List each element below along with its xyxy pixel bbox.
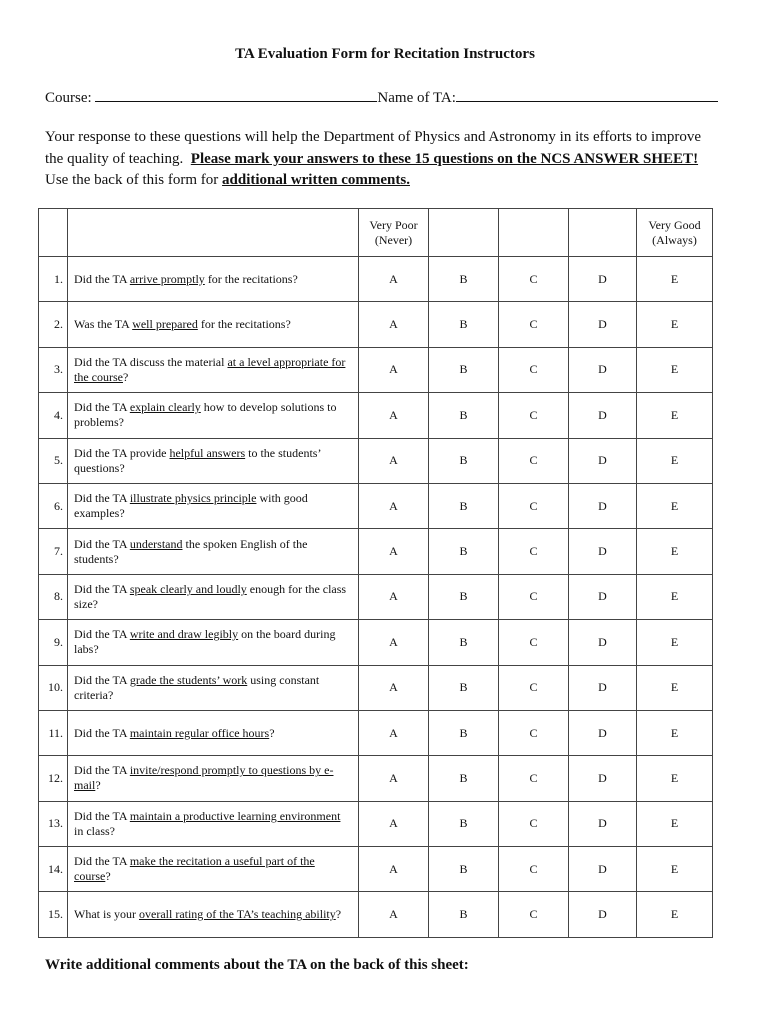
question-number: 7. <box>39 529 68 574</box>
question-row <box>39 393 713 438</box>
answer-option-b: B <box>429 847 499 892</box>
scale-high-label: Very Good (Always) <box>637 209 713 257</box>
course-field[interactable] <box>95 89 377 102</box>
question-text-post: to the students’ questions? <box>74 445 321 475</box>
question-text <box>68 665 359 710</box>
answer-option-a: A <box>359 574 429 619</box>
answer-option-d: D <box>569 710 637 755</box>
question-text <box>68 393 359 438</box>
question-number: 5. <box>39 438 68 483</box>
question-text <box>68 801 359 846</box>
question-text-pre: Did the TA <box>74 491 130 506</box>
footer-note: Write additional comments about the TA on the back of this sheet: <box>45 957 469 973</box>
question-number: 3. <box>39 347 68 392</box>
question-text-post: ? <box>95 778 101 793</box>
answer-option-b: B <box>429 438 499 483</box>
question-number: 2. <box>39 302 68 347</box>
question-row <box>39 620 713 665</box>
question-text-ul: grade the students’ work <box>129 672 248 687</box>
question-number: 1. <box>39 257 68 302</box>
answer-option-e: E <box>637 393 713 438</box>
question-row <box>39 347 713 392</box>
answer-option-b: B <box>429 529 499 574</box>
question-text-post: enough for the class size? <box>74 581 347 611</box>
question-text-pre: Did the TA <box>74 763 130 778</box>
question-text <box>68 302 359 347</box>
answer-option-c: C <box>499 756 569 801</box>
answer-option-b: B <box>429 393 499 438</box>
form-title: TA Evaluation Form for Recitation Instructors <box>235 46 535 62</box>
answer-option-a: A <box>359 710 429 755</box>
answer-option-e: E <box>637 756 713 801</box>
question-row <box>39 438 713 483</box>
question-text <box>68 756 359 801</box>
answer-option-c: C <box>499 347 569 392</box>
question-text <box>68 620 359 665</box>
scale-low-label: Very Poor (Never) <box>359 209 429 257</box>
question-number: 4. <box>39 393 68 438</box>
header-question-cell <box>68 209 359 257</box>
answer-option-e: E <box>637 529 713 574</box>
question-text-pre: Was the TA <box>74 317 133 332</box>
question-text-ul: well prepared <box>132 317 198 332</box>
answer-option-c: C <box>499 620 569 665</box>
answer-option-a: A <box>359 529 429 574</box>
answer-option-d: D <box>569 347 637 392</box>
answer-option-e: E <box>637 801 713 846</box>
answer-option-c: C <box>499 302 569 347</box>
answer-option-d: D <box>569 574 637 619</box>
answer-option-a: A <box>359 393 429 438</box>
question-number: 9. <box>39 620 68 665</box>
answer-option-e: E <box>637 665 713 710</box>
header-blank-b <box>429 209 499 257</box>
question-row <box>39 483 713 528</box>
question-row <box>39 756 713 801</box>
question-text-post: with good examples? <box>74 491 308 521</box>
question-number: 8. <box>39 574 68 619</box>
question-row <box>39 801 713 846</box>
comments-instruction: additional written comments. <box>222 172 410 188</box>
question-text-post: for the recitations? <box>204 271 298 286</box>
answer-option-b: B <box>429 892 499 937</box>
answer-option-a: A <box>359 483 429 528</box>
answer-option-a: A <box>359 438 429 483</box>
answer-option-d: D <box>569 529 637 574</box>
question-text-post: the spoken English of the students? <box>74 536 308 566</box>
question-text-pre: Did the TA provide <box>74 445 170 460</box>
question-text-ul: understand <box>129 536 183 551</box>
question-text-ul: speak clearly and loudly <box>129 581 247 596</box>
answer-option-a: A <box>359 892 429 937</box>
answer-option-d: D <box>569 892 637 937</box>
answer-option-e: E <box>637 847 713 892</box>
answer-option-e: E <box>637 574 713 619</box>
answer-option-d: D <box>569 393 637 438</box>
answer-option-b: B <box>429 665 499 710</box>
answer-option-c: C <box>499 574 569 619</box>
question-text-ul: overall rating of the TA’s teaching ability <box>139 907 336 922</box>
question-text-pre: Did the TA <box>74 672 130 687</box>
question-text-ul: at a level appropriate for the course <box>74 354 346 384</box>
question-number: 13. <box>39 801 68 846</box>
question-text <box>68 347 359 392</box>
question-text <box>68 257 359 302</box>
answer-option-e: E <box>637 257 713 302</box>
question-row <box>39 302 713 347</box>
answer-option-c: C <box>499 483 569 528</box>
ta-name-label: Name of TA: <box>377 90 456 106</box>
header-blank-c <box>499 209 569 257</box>
question-text-pre: Did the TA <box>74 581 130 596</box>
answer-option-b: B <box>429 801 499 846</box>
question-text-pre: Did the TA <box>74 854 130 869</box>
ta-name-field[interactable] <box>456 89 718 102</box>
answer-option-e: E <box>637 438 713 483</box>
answer-option-e: E <box>637 710 713 755</box>
answer-option-e: E <box>637 483 713 528</box>
answer-option-d: D <box>569 483 637 528</box>
question-number: 6. <box>39 483 68 528</box>
answer-option-c: C <box>499 892 569 937</box>
answer-option-b: B <box>429 620 499 665</box>
question-text-ul: write and draw legibly <box>129 627 239 642</box>
question-text-ul: maintain a productive learning environment <box>129 808 341 823</box>
answer-option-d: D <box>569 847 637 892</box>
answer-option-d: D <box>569 801 637 846</box>
evaluation-table <box>38 208 713 938</box>
answer-option-d: D <box>569 620 637 665</box>
question-row <box>39 257 713 302</box>
answer-option-c: C <box>499 801 569 846</box>
answer-option-c: C <box>499 665 569 710</box>
question-number: 12. <box>39 756 68 801</box>
question-text-post: ? <box>122 369 129 384</box>
answer-option-c: C <box>499 710 569 755</box>
question-text-ul: illustrate physics principle <box>129 491 257 506</box>
question-row <box>39 710 713 755</box>
question-text-ul: invite/respond promptly to questions by e-mail <box>74 763 334 793</box>
course-label: Course: <box>45 90 92 106</box>
question-text-post: ? <box>269 725 275 740</box>
header-num-cell <box>39 209 68 257</box>
answer-option-a: A <box>359 665 429 710</box>
answer-option-b: B <box>429 483 499 528</box>
question-text-pre: Did the TA <box>74 400 130 415</box>
question-number: 15. <box>39 892 68 937</box>
question-row <box>39 665 713 710</box>
question-text-pre: Did the TA <box>74 271 130 286</box>
answer-option-b: B <box>429 302 499 347</box>
instructions <box>45 127 725 192</box>
question-text <box>68 574 359 619</box>
intro-line-3: Use the back of this form for <box>45 172 219 188</box>
question-row <box>39 529 713 574</box>
question-row <box>39 847 713 892</box>
answer-option-c: C <box>499 847 569 892</box>
answer-option-d: D <box>569 438 637 483</box>
answer-option-c: C <box>499 438 569 483</box>
answer-option-c: C <box>499 529 569 574</box>
question-number: 10. <box>39 665 68 710</box>
answer-option-b: B <box>429 257 499 302</box>
question-text-post: for the recitations? <box>197 317 291 332</box>
answer-option-d: D <box>569 665 637 710</box>
intro-line-1: Your response to these questions will help the Department of Physics and Astronomy in its efforts to improve <box>45 129 702 145</box>
answer-option-e: E <box>637 302 713 347</box>
answer-option-c: C <box>499 257 569 302</box>
question-number: 11. <box>39 710 68 755</box>
answer-option-a: A <box>359 257 429 302</box>
answer-option-d: D <box>569 302 637 347</box>
answer-option-c: C <box>499 393 569 438</box>
header-blank-d <box>569 209 637 257</box>
question-text-pre: Did the TA <box>74 627 130 642</box>
question-text-ul: explain clearly <box>129 400 201 415</box>
answer-option-a: A <box>359 347 429 392</box>
course-ta-line <box>45 89 718 107</box>
header-row <box>39 209 713 257</box>
answer-option-a: A <box>359 620 429 665</box>
question-text-pre: Did the TA <box>74 536 130 551</box>
question-number: 14. <box>39 847 68 892</box>
answer-option-a: A <box>359 756 429 801</box>
question-row <box>39 892 713 937</box>
answer-option-e: E <box>637 620 713 665</box>
answer-option-d: D <box>569 257 637 302</box>
answer-option-b: B <box>429 710 499 755</box>
question-text-ul: helpful answers <box>169 445 246 460</box>
question-text-post: ? <box>105 869 111 884</box>
question-text-ul: arrive promptly <box>129 271 205 286</box>
question-text-pre: What is your <box>74 907 139 922</box>
answer-option-a: A <box>359 801 429 846</box>
question-text-post: in class? <box>74 823 115 838</box>
question-text-post: ? <box>335 907 342 922</box>
answer-option-b: B <box>429 756 499 801</box>
question-text-pre: Did the TA discuss the material <box>74 354 228 369</box>
question-text <box>68 892 359 937</box>
answer-option-a: A <box>359 302 429 347</box>
question-text <box>68 710 359 755</box>
answer-option-b: B <box>429 574 499 619</box>
question-text-ul: maintain regular office hours <box>129 725 270 740</box>
question-text-post: using constant criteria? <box>74 672 320 702</box>
answer-option-e: E <box>637 347 713 392</box>
question-text <box>68 529 359 574</box>
question-text-post: on the board during labs? <box>74 627 336 657</box>
question-text-pre: Did the TA <box>74 725 130 740</box>
answer-sheet-instruction: Please mark your answers to these 15 questions on the NCS ANSWER SHEET! <box>190 150 699 167</box>
answer-option-b: B <box>429 347 499 392</box>
question-row <box>39 574 713 619</box>
question-text-ul: make the recitation a useful part of the course <box>74 854 315 884</box>
answer-option-a: A <box>359 847 429 892</box>
question-text <box>68 847 359 892</box>
question-text-post: how to develop solutions to problems? <box>74 400 337 430</box>
answer-option-d: D <box>569 756 637 801</box>
answer-option-e: E <box>637 892 713 937</box>
question-text <box>68 483 359 528</box>
question-text-pre: Did the TA <box>74 808 130 823</box>
intro-line-2: the quality of teaching. <box>45 150 184 167</box>
question-text <box>68 438 359 483</box>
